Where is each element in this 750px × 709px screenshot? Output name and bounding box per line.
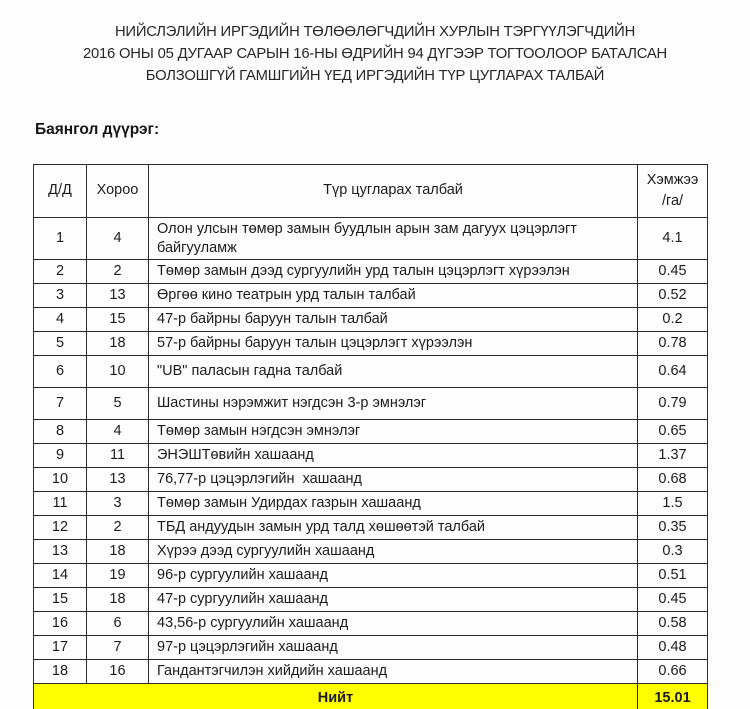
table-row (34, 332, 708, 356)
cell-site: ТБД андуудын замын урд талд хөшөөтэй талбай (149, 516, 638, 540)
cell-khoroo: 18 (87, 540, 149, 564)
cell-site: ЭНЭШТөвийн хашаанд (149, 444, 638, 468)
cell-khoroo: 3 (87, 492, 149, 516)
cell-khoroo: 4 (87, 420, 149, 444)
cell-site: Хүрээ дээд сургуулийн хашаанд (149, 540, 638, 564)
document-title (40, 21, 710, 87)
total-row (34, 684, 708, 709)
cell-site: 47-р байрны баруун талын талбай (149, 308, 638, 332)
cell-num: 1 (34, 218, 87, 260)
table-row (34, 356, 708, 388)
total-label: Нийт (34, 684, 638, 709)
cell-num: 4 (34, 308, 87, 332)
cell-area: 1.37 (638, 444, 708, 468)
column-header-khoroo: Хороо (87, 165, 149, 218)
table-header (34, 165, 708, 218)
cell-area: 0.79 (638, 388, 708, 420)
cell-area: 0.35 (638, 516, 708, 540)
cell-area: 0.45 (638, 588, 708, 612)
cell-num: 2 (34, 260, 87, 284)
table-row (34, 492, 708, 516)
cell-site: "UB" паласын гадна талбай (149, 356, 638, 388)
cell-area: 0.78 (638, 332, 708, 356)
cell-area: 4.1 (638, 218, 708, 260)
cell-site: Төмөр замын дээд сургуулийн урд талын цэцэрлэгт хүрээлэн (149, 260, 638, 284)
cell-area: 0.65 (638, 420, 708, 444)
cell-area: 0.45 (638, 260, 708, 284)
cell-site: Төмөр замын Удирдах газрын хашаанд (149, 492, 638, 516)
cell-site: 97-р цэцэрлэгийн хашаанд (149, 636, 638, 660)
cell-num: 17 (34, 636, 87, 660)
document-title-line2: 2016 ОНЫ 05 ДУГААР САРЫН 16-НЫ ӨДРИЙН 94 ДҮГЭЭР ТОГТООЛООР БАТАЛСАН (82, 46, 668, 62)
cell-khoroo: 13 (87, 468, 149, 492)
cell-area: 0.2 (638, 308, 708, 332)
cell-num: 11 (34, 492, 87, 516)
table-body (34, 218, 708, 684)
column-header-number: Д/Д (34, 165, 87, 218)
table-row (34, 660, 708, 684)
table-row (34, 284, 708, 308)
cell-num: 18 (34, 660, 87, 684)
table-row (34, 588, 708, 612)
cell-area: 0.48 (638, 636, 708, 660)
cell-num: 3 (34, 284, 87, 308)
column-header-area-line1: Хэмжээ (646, 171, 699, 188)
table-footer (34, 684, 708, 709)
cell-site: Төмөр замын нэгдсэн эмнэлэг (149, 420, 638, 444)
cell-site: 57-р байрны баруун талын цэцэрлэгт хүрээлэн (149, 332, 638, 356)
table-row (34, 388, 708, 420)
cell-num: 9 (34, 444, 87, 468)
table-row (34, 420, 708, 444)
cell-khoroo: 18 (87, 588, 149, 612)
cell-area: 0.66 (638, 660, 708, 684)
cell-area: 0.58 (638, 612, 708, 636)
column-header-area-line2: /га/ (661, 193, 684, 209)
column-header-area (638, 165, 708, 218)
cell-area: 0.3 (638, 540, 708, 564)
cell-num: 16 (34, 612, 87, 636)
cell-num: 14 (34, 564, 87, 588)
cell-khoroo: 10 (87, 356, 149, 388)
cell-khoroo: 18 (87, 332, 149, 356)
cell-khoroo: 11 (87, 444, 149, 468)
cell-khoroo: 19 (87, 564, 149, 588)
cell-site: 76,77-р цэцэрлэгийн хашаанд (149, 468, 638, 492)
cell-area: 1.5 (638, 492, 708, 516)
cell-num: 15 (34, 588, 87, 612)
cell-site: Олон улсын төмөр замын буудлын арын зам дагуух цэцэрлэгт байгууламж (149, 218, 638, 260)
cell-khoroo: 13 (87, 284, 149, 308)
table-row (34, 612, 708, 636)
cell-khoroo: 7 (87, 636, 149, 660)
table-row (34, 540, 708, 564)
cell-khoroo: 16 (87, 660, 149, 684)
cell-khoroo: 2 (87, 260, 149, 284)
cell-khoroo: 2 (87, 516, 149, 540)
cell-num: 6 (34, 356, 87, 388)
cell-site: Өргөө кино театрын урд талын талбай (149, 284, 638, 308)
cell-site: 43,56-р сургуулийн хашаанд (149, 612, 638, 636)
district-heading: Баянгол дүүрэг: (35, 121, 160, 138)
cell-site: Шастины нэрэмжит нэгдсэн 3-р эмнэлэг (149, 388, 638, 420)
cell-num: 13 (34, 540, 87, 564)
total-value: 15.01 (638, 684, 708, 709)
table-row (34, 444, 708, 468)
cell-num: 8 (34, 420, 87, 444)
cell-khoroo: 4 (87, 218, 149, 260)
table-row (34, 564, 708, 588)
gathering-sites-table (33, 164, 708, 709)
table-row (34, 468, 708, 492)
cell-site: Гандантэгчилэн хийдийн хашаанд (149, 660, 638, 684)
cell-khoroo: 15 (87, 308, 149, 332)
cell-area: 0.52 (638, 284, 708, 308)
cell-num: 12 (34, 516, 87, 540)
cell-khoroo: 5 (87, 388, 149, 420)
cell-site: 96-р сургуулийн хашаанд (149, 564, 638, 588)
table-row (34, 516, 708, 540)
cell-num: 5 (34, 332, 87, 356)
cell-area: 0.64 (638, 356, 708, 388)
cell-num: 7 (34, 388, 87, 420)
document-title-line1: НИЙСЛЭЛИЙН ИРГЭДИЙН ТӨЛӨӨЛӨГЧДИЙН ХУРЛЫН ТЭРГҮҮЛЭГЧДИЙН (114, 24, 636, 40)
table-row (34, 260, 708, 284)
table-row (34, 218, 708, 260)
cell-site: 47-р сургуулийн хашаанд (149, 588, 638, 612)
cell-area: 0.51 (638, 564, 708, 588)
cell-khoroo: 6 (87, 612, 149, 636)
cell-area: 0.68 (638, 468, 708, 492)
table-header-row (34, 165, 708, 218)
document-title-line3: БОЛЗОШГҮЙ ГАМШГИЙН ҮЕД ИРГЭДИЙН ТҮР ЦУГЛАРАХ ТАЛБАЙ (145, 68, 605, 84)
table-row (34, 308, 708, 332)
table-row (34, 636, 708, 660)
cell-num: 10 (34, 468, 87, 492)
column-header-site: Түр цугларах талбай (149, 165, 638, 218)
